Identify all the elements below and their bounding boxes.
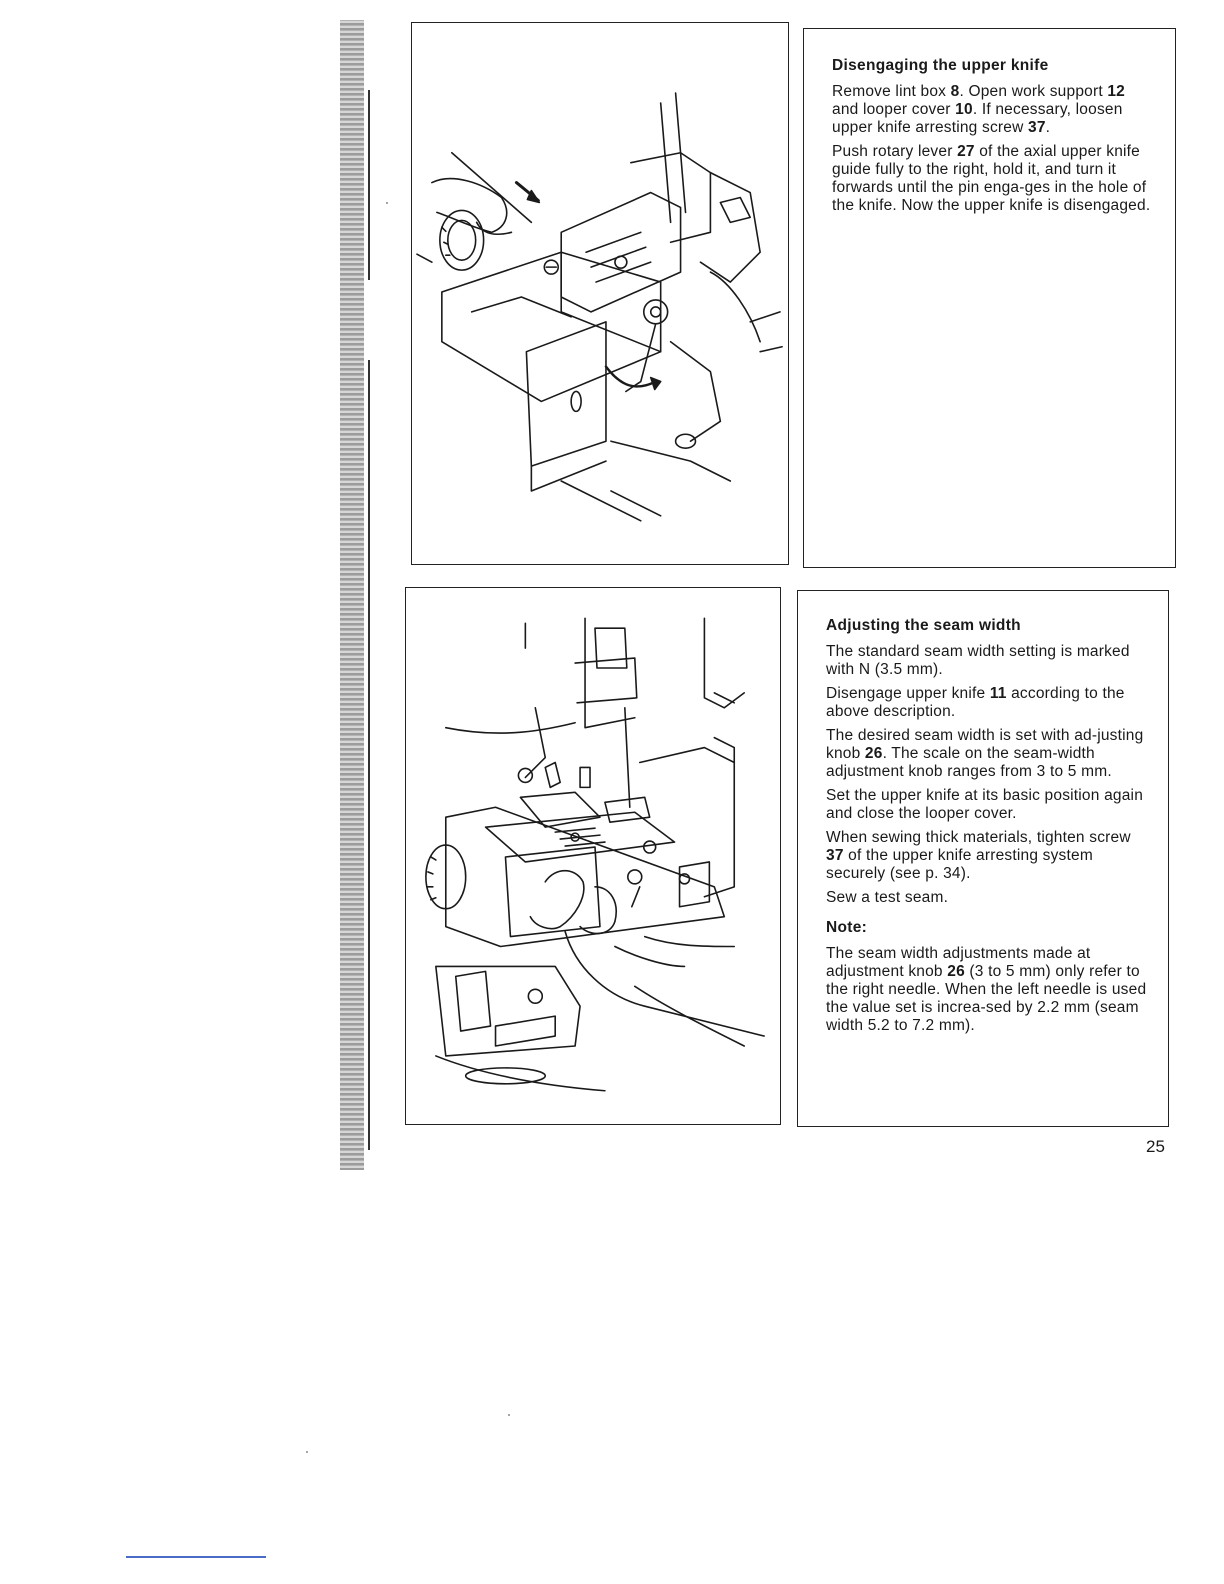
text-run: When sewing thick materials, tighten screw (826, 829, 1131, 846)
reference-number: 10 (955, 101, 973, 118)
paragraph (826, 945, 1148, 1035)
paragraph (826, 685, 1148, 721)
text-run: . The scale on the seam-width adjustment knob ranges from 3 to 5 mm. (826, 745, 1112, 780)
text-run: Sew a test seam. (826, 889, 949, 906)
text-run: The seam width adjustments made at adjustment knob (826, 945, 1091, 980)
section-body-seam-width (826, 643, 1148, 907)
text-run: and looper cover (832, 101, 956, 118)
speck (386, 202, 388, 204)
text-run: Disengage upper knife (826, 685, 990, 702)
reference-number: 11 (989, 685, 1007, 702)
reference-number: 26 (947, 963, 965, 980)
illustration-upper-knife (411, 22, 789, 565)
page-number: 25 (1146, 1137, 1165, 1156)
section-title-seam-width: Adjusting the seam width (826, 617, 1021, 634)
binding-rule-top (368, 90, 370, 280)
text-run: according to the above description. (826, 685, 1125, 720)
paragraph (826, 787, 1148, 823)
speck (508, 1414, 510, 1416)
paragraph (832, 83, 1155, 137)
text-run: Remove lint box (832, 83, 951, 100)
reference-number: 37 (1028, 119, 1046, 136)
text-run: of the axial upper knife guide fully to the right, hold it, and turn it forwards until the pin enga-ges in the hole of the knife. Now the upper knife is disengaged. (832, 143, 1151, 214)
text-run: of the upper knife arresting system securely (see p. 34). (826, 847, 1093, 882)
section-body-disengaging (832, 83, 1155, 215)
text-run: Push rotary lever (832, 143, 958, 160)
paragraph (826, 727, 1148, 781)
reference-number: 26 (864, 745, 883, 762)
illustration-seam-width (405, 587, 781, 1125)
reference-number: 8 (950, 83, 960, 100)
text-run: . Open work support (959, 83, 1108, 100)
note-title: Note: (826, 919, 868, 936)
binding-edge (340, 20, 364, 1170)
reference-number: 12 (1107, 83, 1125, 100)
panel-adjusting-seam-width (797, 590, 1169, 1127)
text-run: . If necessary, loosen upper knife arresting screw (832, 101, 1123, 136)
text-run: Set the upper knife at its basic position again and close the looper cover. (826, 787, 1144, 822)
reference-number: 37 (826, 847, 844, 864)
binding-rule-bottom (368, 360, 370, 1150)
text-run: (3 to 5 mm) only refer to the right needle. When the left needle is used the value set is increa-sed by 2.2 mm (seam width 5.2 to 7.2 mm). (826, 963, 1147, 1034)
text-run: . (1045, 119, 1051, 136)
footer-rule (126, 1556, 266, 1558)
reference-number: 27 (957, 143, 975, 160)
speck (306, 1451, 308, 1453)
paragraph (826, 889, 1148, 907)
paragraph (826, 829, 1148, 883)
text-run: The standard seam width setting is marked with N (3.5 mm). (826, 643, 1130, 678)
text-run: The desired seam width is set with ad-justing knob (826, 727, 1144, 762)
paragraph (826, 643, 1148, 679)
panel-disengaging-upper-knife (803, 28, 1176, 568)
note-body (826, 945, 1148, 1035)
section-title-disengaging: Disengaging the upper knife (832, 57, 1049, 74)
paragraph (832, 143, 1155, 215)
